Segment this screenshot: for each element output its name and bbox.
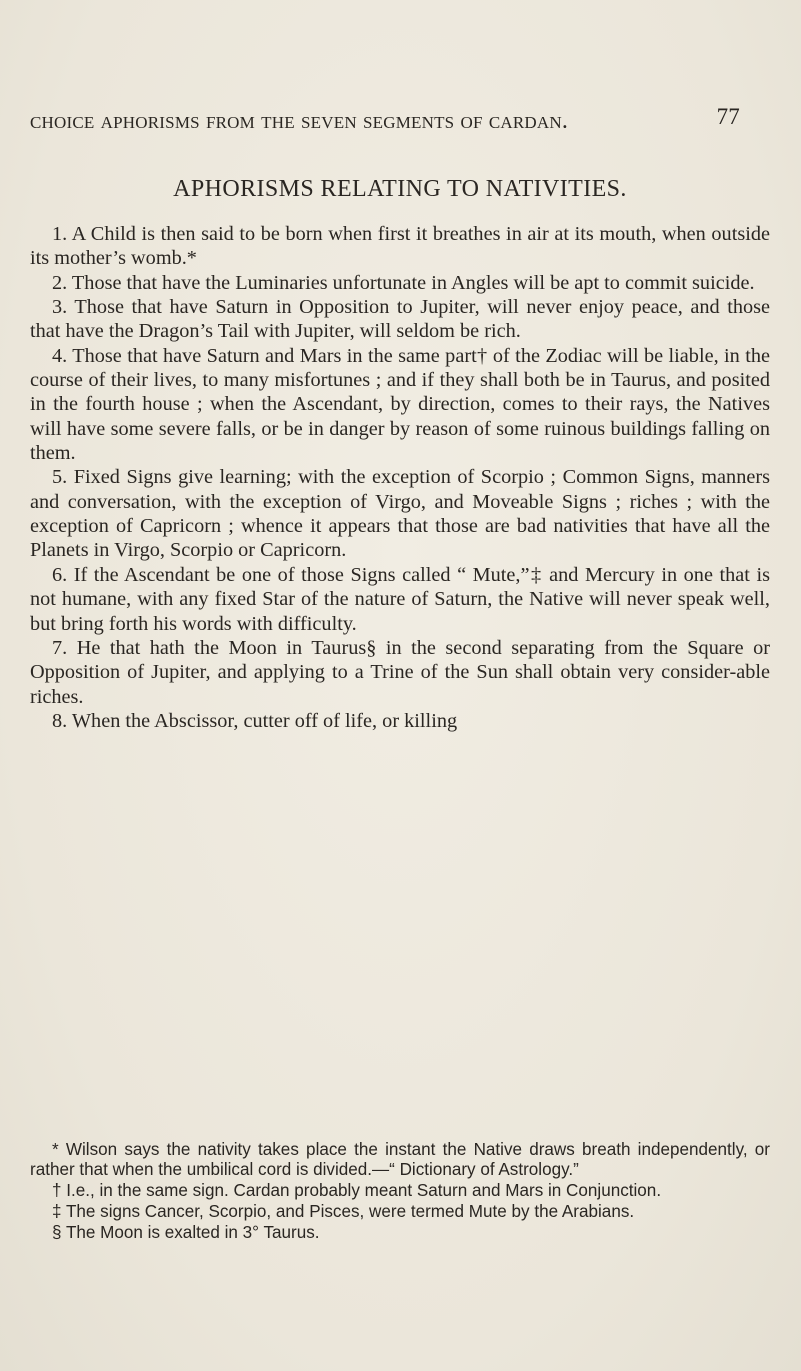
page-number: 77 [716,104,740,129]
aphorism-2: 2. Those that have the Luminaries unfortunate in Angles will be apt to commit suicide. [52,271,755,294]
footnote-double-dagger: ‡ The signs Cancer, Scorpio, and Pisces, were termed Mute by the Arabians. [52,1202,635,1221]
footnote-asterisk: * Wilson says the nativity takes place the instant the Native draws breath independently, or rather that when the umbilical cord is divided.—“ Dictionary of Astrology.” [30,1140,770,1179]
footnotes [30,1140,770,1243]
aphorism-list [30,222,770,733]
aphorism-6: 6. If the Ascendant be one of those Signs called “ Mute,”‡ and Mercury in one that is not humane, with any fixed Star of the nature of Saturn, the Native will never speak well, but bring forth his words with difficulty. [30,563,770,635]
aphorism-4: 4. Those that have Saturn and Mars in the same part† of the Zodiac will be liable, in the course of their lives, to many misfortunes ; and if they shall both be in Taurus, and posited in the fourth house ; when the Ascendant, by direction, comes to their rays, the Natives will have some severe falls, or be in danger by reason of some ruinous buildings falling on them. [30,344,770,465]
aphorism-8: 8. When the Abscissor, cutter off of life, or killing [52,709,458,732]
section-title: APHORISMS RELATING TO NATIVITIES. [173,176,627,202]
footnote-section: § The Moon is exalted in 3° Taurus. [52,1223,320,1242]
aphorism-3: 3. Those that have Saturn in Opposition to Jupiter, will never enjoy peace, and those that have the Dragon’s Tail with Jupiter, will seldom be rich. [30,296,770,343]
running-head [30,104,770,135]
aphorism-7: 7. He that hath the Moon in Taurus§ in the second separating from the Square or Opposition of Jupiter, and applying to a Trine of the Sun shall obtain very consider-able riches. [30,636,770,708]
footnote-dagger: † I.e., in the same sign. Cardan probably meant Saturn and Mars in Conjunction. [52,1181,662,1200]
running-head-title: choice aphorisms from the seven segments of cardan. [30,108,569,134]
aphorism-1: 1. A Child is then said to be born when first it breathes in air at its mouth, when outside its mother’s womb.* [30,223,770,270]
aphorism-5: 5. Fixed Signs give learning; with the exception of Scorpio ; Common Signs, manners and conversation, with the exception of Virgo, and Moveable Signs ; riches ; with the exception of Capricorn ; whence it appears that those are bad nativities that have all the Planets in Virgo, Scorpio or Capricorn. [30,466,770,562]
